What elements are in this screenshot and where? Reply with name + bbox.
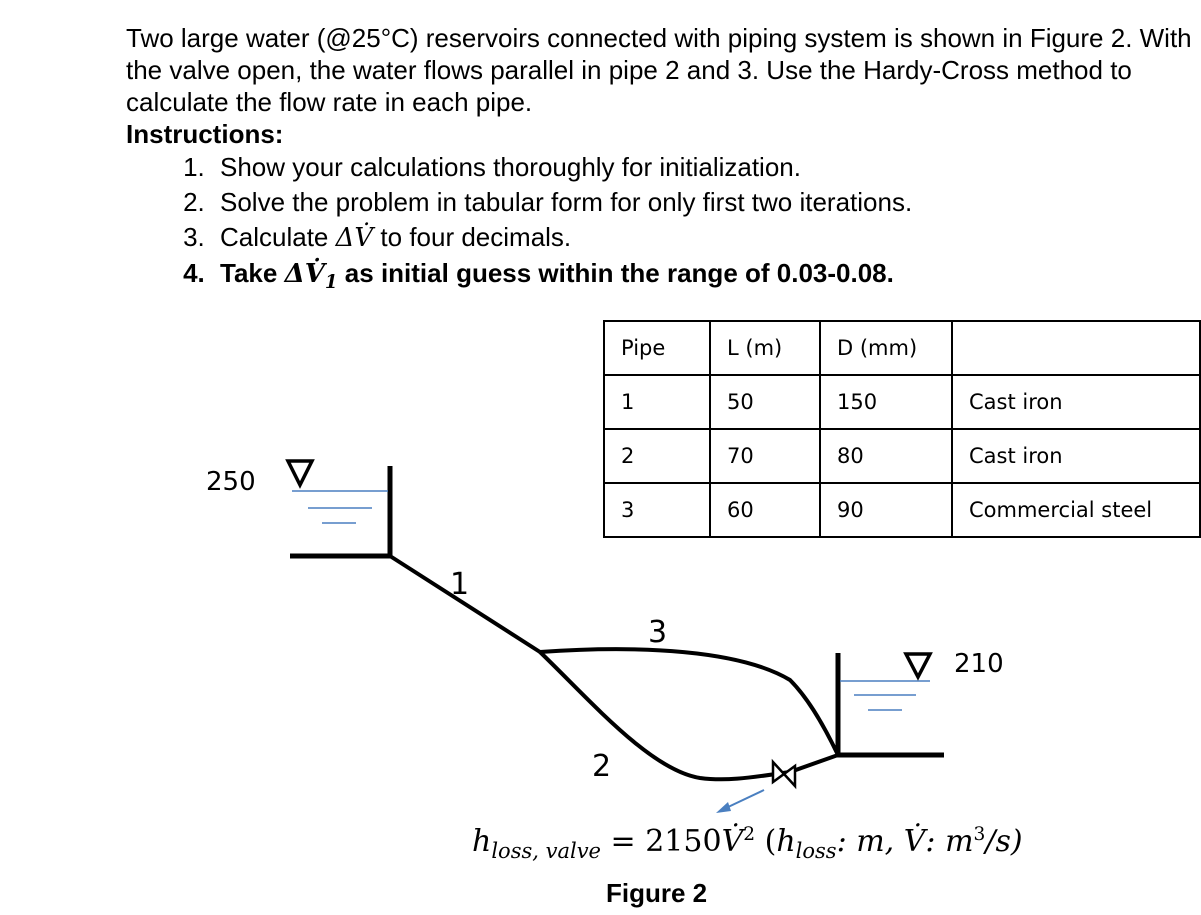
problem-intro: Two large water (@25°C) reservoirs connected with piping system is shown in Figure 2. With the valve open, the water flows parallel in pipe 2 and 3. Use the Hardy-Cross method to calculate the flow rate in each pipe. — [126, 23, 1192, 117]
valve-icon — [773, 762, 795, 786]
delta-v1-symbol: $\Delta V̇_1$ — [284, 259, 338, 294]
instruction-item: 4. Take $\Delta V̇_1$ as initial guess within the range of 0.03-0.08. — [212, 256, 1196, 300]
table-cell: 2 — [604, 429, 710, 483]
table-cell: 60 — [710, 483, 820, 537]
table-cell: 90 — [820, 483, 952, 537]
valve-loss-formula: $h_{loss, valve}$ = 2150V̇$^2$ ($h_{loss}$: m, V̇: $m^3/s$) — [472, 824, 1023, 863]
right-reservoir — [836, 653, 944, 757]
figure-caption: Figure 2 — [606, 878, 708, 908]
table-cell: 70 — [710, 429, 820, 483]
instruction-item: 2. Solve the problem in tabular form for only first two iterations. — [212, 185, 1196, 220]
pipe-1-label: 1 — [450, 567, 470, 602]
pipe-3 — [540, 649, 838, 755]
table-cell: 150 — [820, 375, 952, 429]
valve-pointer-arrow — [716, 790, 764, 813]
right-elevation-label: 210 — [954, 649, 1004, 679]
table-cell: 80 — [820, 429, 952, 483]
left-elevation-label: 250 — [206, 467, 256, 497]
left-reservoir — [290, 466, 392, 558]
table-cell: Cast iron — [952, 429, 1200, 483]
table-cell: 50 — [710, 375, 820, 429]
pipe-2 — [540, 652, 838, 779]
water-surface-triangle-icon — [288, 461, 312, 485]
delta-v-symbol: ΔV̇ — [335, 223, 374, 253]
instructions-heading: Instructions: — [126, 119, 284, 149]
water-surface-triangle-icon — [906, 654, 930, 677]
table-header-cell: D (mm) — [820, 321, 952, 375]
table-header-cell: Pipe — [604, 321, 710, 375]
table-cell: Cast iron — [952, 375, 1200, 429]
pipe-3-label: 3 — [648, 615, 668, 650]
table-cell: 1 — [604, 375, 710, 429]
instruction-item: 1. Show your calculations thoroughly for initialization. — [212, 150, 1196, 185]
pipe-2-label: 2 — [592, 749, 612, 784]
table-cell: 3 — [604, 483, 710, 537]
table-header-cell: L (m) — [710, 321, 820, 375]
table-cell: Commercial steel — [952, 483, 1200, 537]
instruction-item: 3. Calculate ΔV̇ to four decimals. — [212, 220, 1196, 256]
